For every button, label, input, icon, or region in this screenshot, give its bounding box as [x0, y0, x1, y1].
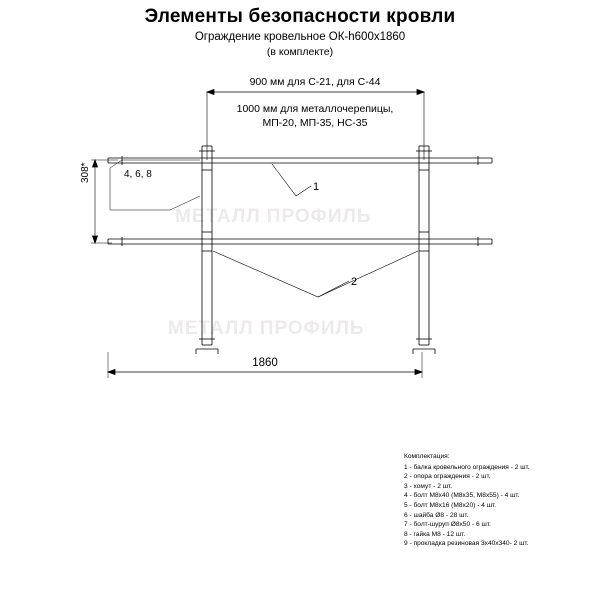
- callout-number-2: 2: [351, 276, 358, 288]
- dimension-label-1000-line2: МП-20, МП-35, НС-35: [262, 117, 368, 129]
- dimension-label-height: 308*: [80, 162, 91, 183]
- page-subtitle-secondary: (в комплекте): [266, 46, 334, 58]
- parts-list-item: 6 - шайба Ø8 - 28 шт.: [404, 511, 469, 519]
- watermark-second: МЕТАЛЛ ПРОФИЛЬ: [168, 318, 365, 339]
- page-title: Элементы безопасности кровли: [144, 6, 456, 27]
- dimension-label-1000-line1: 1000 мм для металлочерепицы,: [236, 103, 394, 115]
- parts-list-item: 4 - болт М8х40 (М8х35, М8х55) - 4 шт.: [404, 492, 520, 500]
- parts-list-item: 7 - болт-шуруп Ø8х50 - 6 шт.: [404, 521, 491, 529]
- parts-list-item: 8 - гайка М8 - 12 шт.: [404, 530, 466, 538]
- parts-label-468: 4, 6, 8: [124, 169, 152, 180]
- dimension-label-1860: 1860: [252, 357, 278, 369]
- callout-number-1: 1: [313, 181, 320, 193]
- dimension-label-1000: [170, 102, 460, 130]
- parts-list-title: Комплектация:: [404, 453, 450, 460]
- page-subtitle: Ограждение кровельное ОК-h600х1860: [194, 31, 406, 43]
- parts-list: [404, 452, 530, 549]
- parts-list-item: 3 - хомут - 2 шт.: [404, 482, 453, 490]
- watermark-first: МЕТАЛЛ ПРОФИЛЬ: [175, 206, 372, 227]
- parts-list-item: 2 - опора ограждения - 2 шт.: [404, 473, 491, 481]
- parts-list-item: 1 - балка кровельного ограждения - 2 шт.: [404, 463, 530, 471]
- dimension-label-900: 900 мм для С-21, для С-44: [249, 76, 381, 88]
- parts-list-item: 9 - прокладка резиновая 3х40х340- 2 шт.: [404, 540, 529, 548]
- parts-list-item: 5 - болт М8х16 (М8х20) - 4 шт.: [404, 501, 497, 509]
